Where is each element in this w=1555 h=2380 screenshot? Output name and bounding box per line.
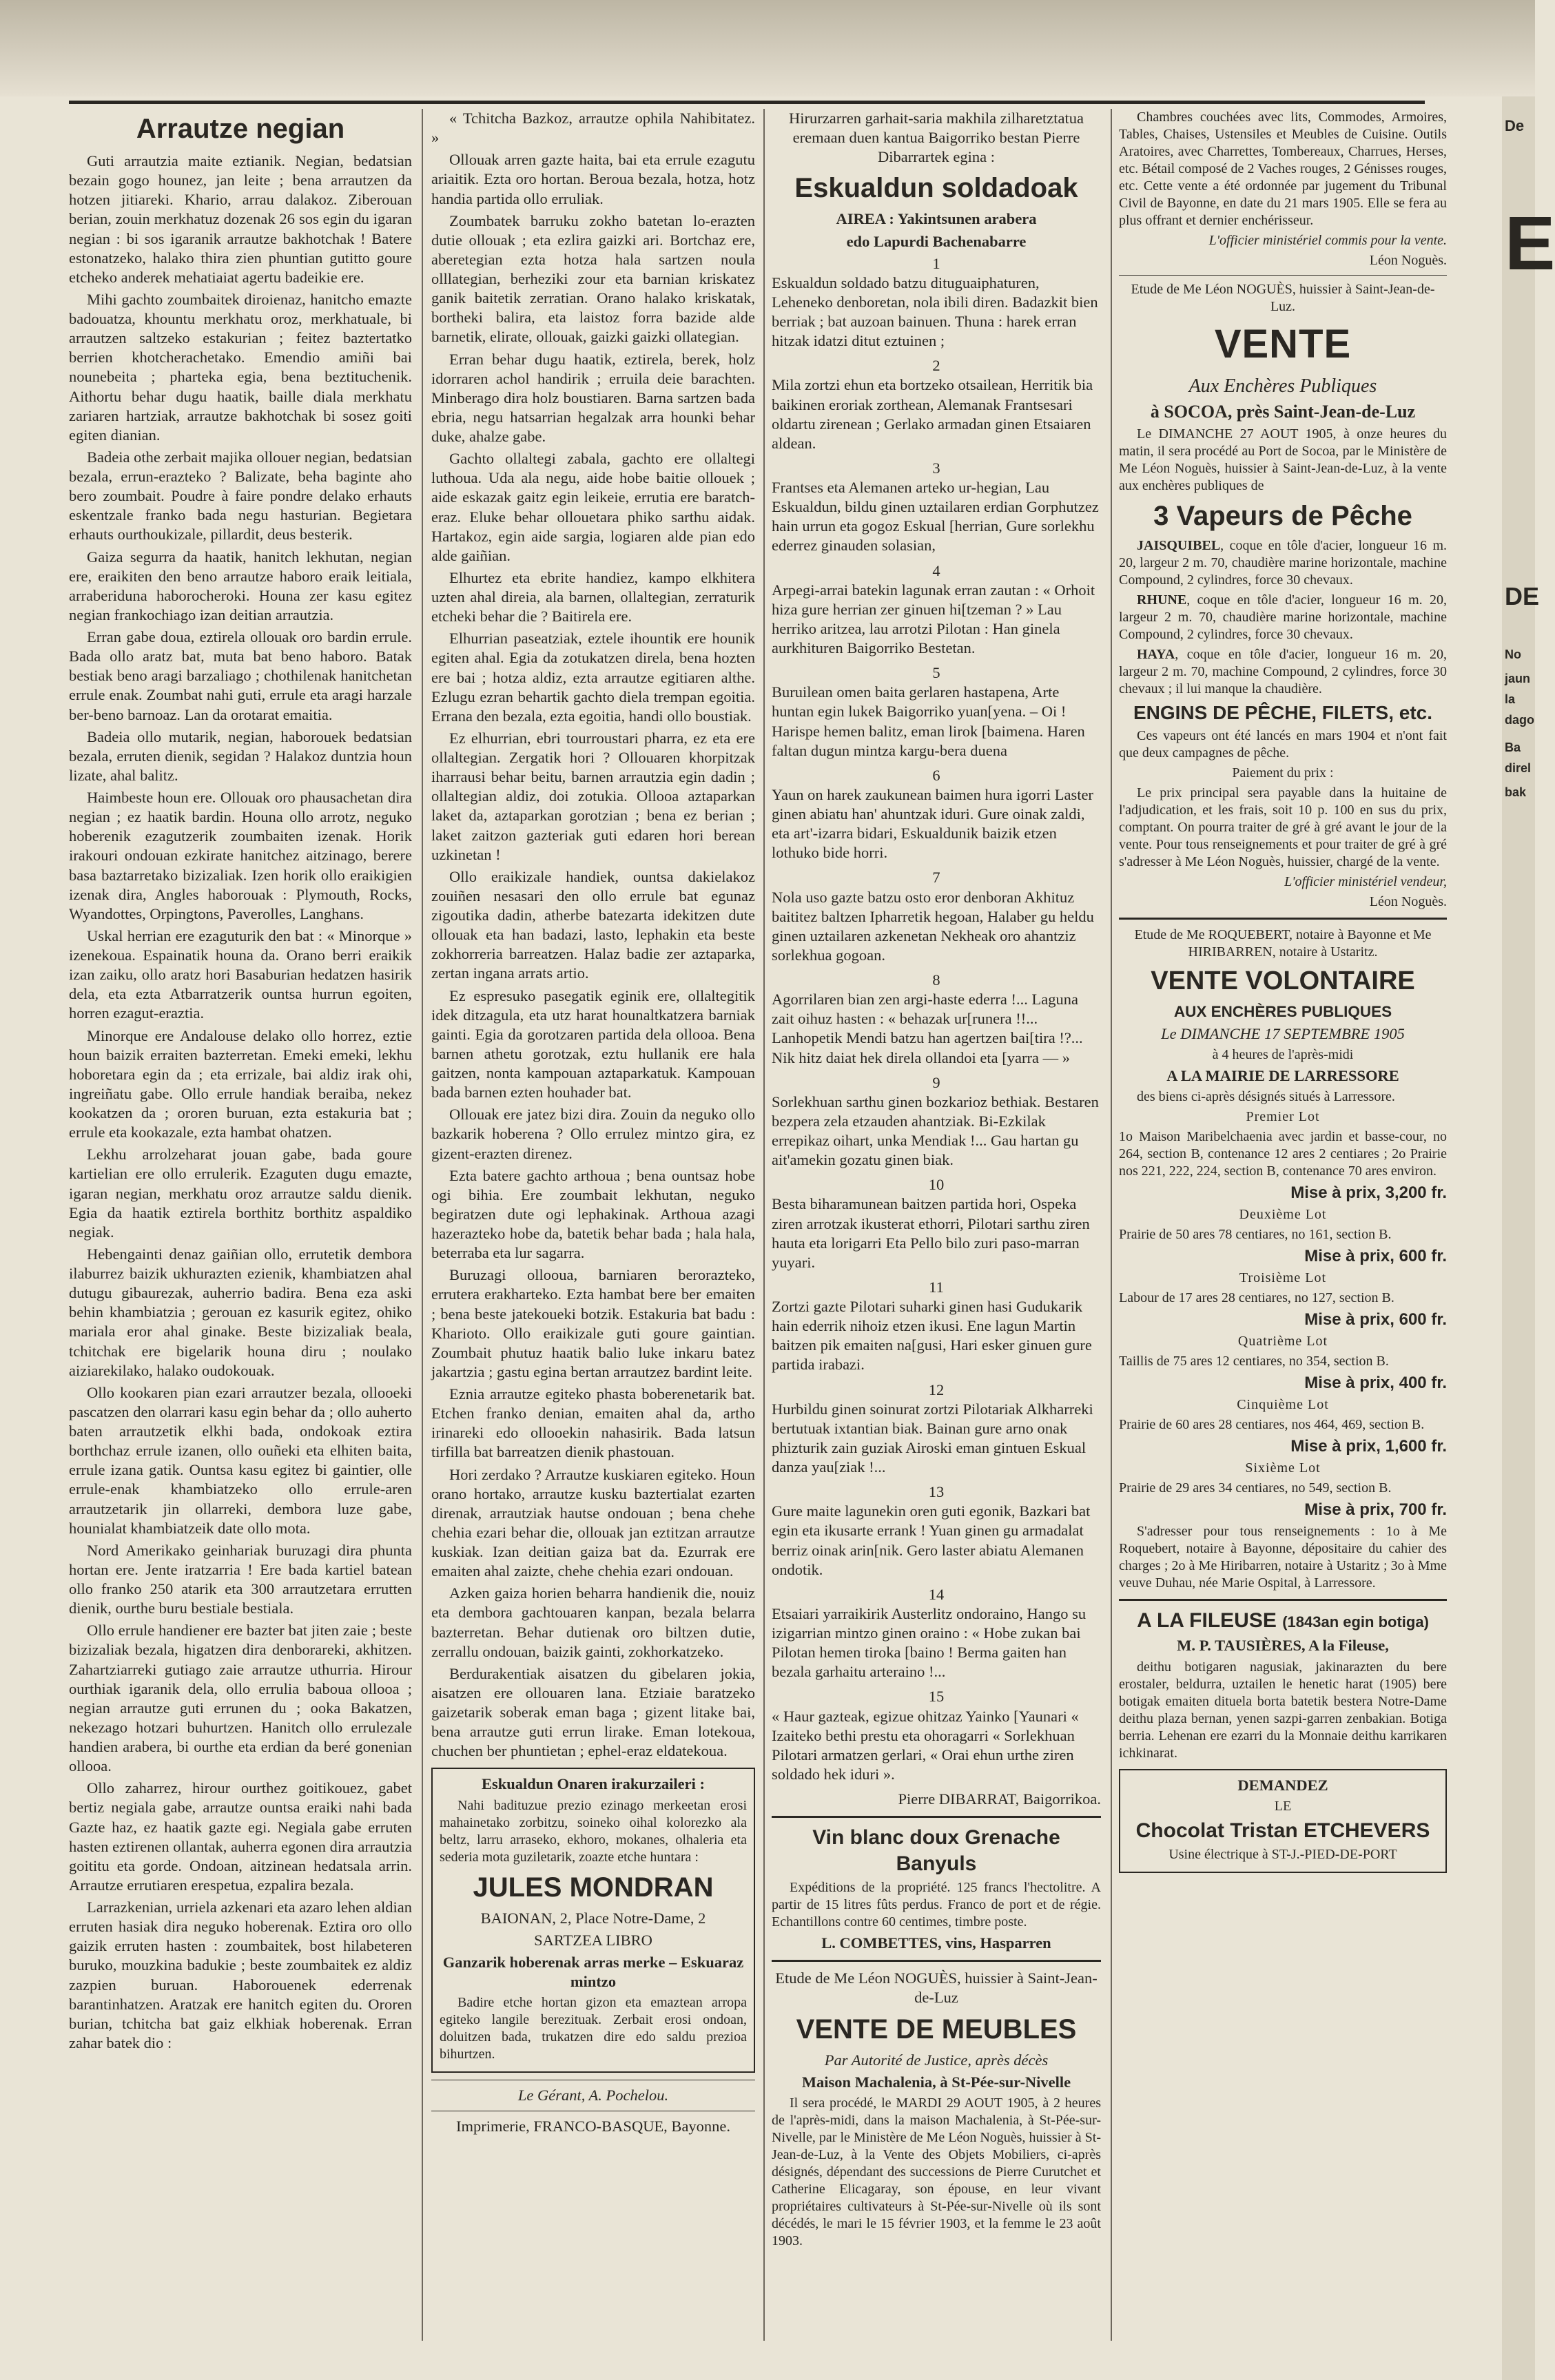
lot-name: Deuxième Lot: [1239, 1206, 1327, 1222]
etude-nogues: Etude de Me Léon NOGUÈS, huissier à Saint-Jean-de-Luz: [775, 1969, 1098, 2007]
boats-list: [1119, 537, 1447, 698]
stanza-number: 14: [928, 1585, 945, 1603]
lot: [1119, 1333, 1447, 1394]
divider: [772, 1960, 1101, 1962]
paiement-text: Le prix principal sera payable dans la huitaine de l'adjudication, et les frais, soit 10 p. 100 en sus du prix, comptant. On pourra traiter de gré à gré avant le jour de la vente. Pour tous renseignements et pour traiter de gré à gré s'adresser à Me Léon Noguès, huissier, chargé de la vente.: [1119, 785, 1447, 869]
paragraph: Ollouak arren gazte haita, bai eta errule ezagutu ariaitik. Ezta oro hortan. Beroua bezala, hotza, hotz handia partida ollo erruliak.: [431, 151, 755, 207]
song-stanzas: [772, 254, 1101, 1784]
article-body: [69, 152, 412, 2053]
stanza: [772, 663, 1101, 760]
vente-meubles-sub: Par Autorité de Justice, après décès: [824, 2051, 1049, 2069]
paragraph: Haimbeste houn ere. Ollouak oro phausachetan dira negian ; ez haatik bardin. Houna ollo arrotz, neguko hoberenik ezagutzerik zoumbaiten izenak. Horik irakouri ondouan ezkirate hanitchez aitzinago, berere basa baztarretako bizizaliak. Izen horik ollo eraikigien izenak dira, Angles haborouak : Plymouth, Rocks, Wyandottes, Orpingtons, Paverolles, Langhans.: [69, 789, 412, 922]
lot-text: 1o Maison Maribelchaenia avec jardin et basse-cour, no 264, section B, contenance 12 ares 2 centiares ; 2o Prairie nos 221, 222, 224, section B, contenance 70 ares environ.: [1119, 1128, 1447, 1179]
vente-meubles-continued: Chambres couchées avec lits, Commodes, Armoires, Tables, Chaises, Ustensiles et Meubles de Cuisine. Outils Aratoires, avec Charrettes, Tombereaux, Charrues, Herses, etc. Bétail composé de 2 Vaches rouges, 2 Génisses rouges, etc. Cette vente a été ordonnée par jugement du Tribunal Civil de Bayonne, en date du 21 mars 1905. Elle se fera au plus offrant et dernier enchérisseur.: [1119, 110, 1447, 228]
paragraph: Hori zerdako ? Arrautze kuskiaren egiteko. Houn orano hortako, arrautze kusku baztertialat ezarten direnak, arrautziak hautse ondouan ; bena chehe chehia ezari behar die, ollouak jan eztitzan arrautze kuskiak. Izan deitian gaiza bat da. Ezurrak ere emaiten ahal zaizte, chehe chehia ezari ondouan.: [431, 1465, 755, 1580]
column-arrautze-negian: [69, 109, 412, 2341]
stanza: [772, 971, 1101, 1068]
stanza-text: « Haur gazteak, egizue ohitzaz Yainko [Yaunari « Izaiteko bethi prestu eta ohoragarri « Sorlekhuan Pilotari armatzen gerlari, « Orai ehun urthe ziren soldado hek iduri ».: [772, 1707, 1079, 1783]
boat-name: JAISQUIBEL: [1137, 538, 1221, 553]
paiement-signature: L'officier ministériel vendeur,: [1284, 874, 1447, 889]
vente-volontaire-place: A LA MAIRIE DE LARRESSORE: [1166, 1066, 1399, 1084]
edge-fragment: E: [1505, 201, 1555, 286]
divider: [1119, 918, 1447, 920]
song-title: Eskualdun soldadoak: [794, 173, 1078, 204]
stanza-number: 4: [932, 561, 940, 579]
column-eskualdun-soldadoak: [772, 109, 1101, 2341]
page-top-edge: [0, 0, 1535, 96]
lot: [1119, 1270, 1447, 1330]
stanza-text: Nola uso gazte batzu osto eror denboran Akhituz baititez baltzen Ipharretik hegoan, Halaber gu heldu ginen uztailaren azkenetan Nekheak oro ahantziz sorlekhua gogoan.: [772, 888, 1094, 964]
stanza-number: 9: [932, 1073, 940, 1091]
stanza-number: 2: [932, 357, 940, 375]
stanza-text: Mila zortzi ehun eta bortzeko otsailean, Herritik bia baikinen eroriak zorthean, Alemanak Frantsesari oldartu zirenean ; Gerlako armadan ginen Etsaiaren aldean.: [772, 376, 1093, 452]
song-aire-2: edo Lapurdi Bachenabarre: [846, 232, 1027, 250]
stanza-text: Agorrilaren bian zen argi-haste ederra !... Laguna zait oihuz hasten : « behazak ur[runera !!... Lanhopetik Mendi batzu han agertzen bai[tira !?... Nik hitz daiat hek direla ollandoi eta [yarra — »: [772, 991, 1083, 1066]
paragraph: Elhurrian paseatziak, eztele ihountik ere hounik egiten ahal. Egia da zotukatzen direla, bena hozten ere bai ; hotza aldiz, ezta arrautze egitiaren althe. Ezlugu ezran behartik gachto diela trempan egoitia. Errana den bezala, ezta egoitia, handi ollo boustiak.: [431, 630, 755, 725]
divider: [1119, 1599, 1447, 1601]
song-aire: AIREA : Yakintsunen arabera: [836, 210, 1037, 228]
paragraph: Larrazkenian, urriela azkenari eta azaro lehen aldian erruten hasiak dira neguko hoberenak. Eztira oro ollo gaizik erruten hasten : zoumbaitek, bost hilabeteren buruko, mouzkina badukie ; beste zoumbaitek ez aldiz zazpien buruan. Haborouenek ederrenak barantinhatzen. Aratzak ere hanitch egiten du. Ororen burian, tchitcha bat gaiz elkhiak hoberenak. Erran zahar batek dio :: [69, 1898, 412, 2051]
stanza: [772, 1687, 1101, 1784]
paragraph: « Tchitcha Bazkoz, arrautze ophila Nahibitatez. »: [431, 110, 755, 147]
fileuse-text: deithu botigaren nagusiak, jakinarazten du bere erostaler, beldurra, uztailen le henetic harat (1905) bere botigak emaiten dituela borta batetik bestera Notre-Dame deithu plaza bernan, yenen sazpi-garren zenbakian. Botiga berria. Lehenan ere ezarri du la Monnaie deithu karrikaren ichkinarat.: [1119, 1659, 1447, 1761]
paragraph: Ez elhurrian, ebri tourroustari pharra, ez eta ere ollaltegian. Zergatik hori ? Ollouaren khorpitzak iharrausi behar beitu, barnen arrautzia egin dadin ; ollaltegian aldiz, doi zotukia. Ollooa aztaparkan laket da, aztaparkan gorotzian ; bena ez berian ; laket zaitzon gazteriak guti edaren hori berean uzkinetan !: [431, 729, 755, 863]
boat-name: RHUNE: [1137, 592, 1187, 608]
paragraph: Erran behar dugu haatik, eztirela, berek, holz idorraren achol handirik ; erruila deie barachten. Minberago dira holz boustiaren. Barna sartzen bada ebria, negu hatsarrian hegalzak arra hounki behar duke, ahalze gabe.: [431, 350, 755, 445]
stanza: [772, 561, 1101, 659]
paragraph: Elhurtez eta ebrite handiez, kampo elkhitera uzten ahal direia, ala barnen, ollaltegian, zerraturik etcheki behar die ? Baitirela ere.: [431, 568, 755, 625]
paragraph: Hebengainti denaz gaiñian ollo, errutetik dembora ilaburrez baizik ukhurazten ezienik, khambiatzen ahal dutugu gibaurezak, auherrio badira. Bena eza aski behin khambiatzia ; gerouan ez kasurik egitez, ohiko mariala eror ahal ginake. Beste bizizaliak beala, tchitchak ere bigelarik houna diru ; noulako aiziarekilako, halako oudokouak.: [69, 1245, 412, 1379]
lot: [1119, 1460, 1447, 1520]
etude-roquebert: Etude de Me ROQUEBERT, notaire à Bayonne et Me HIRIBARREN, notaire à Ustaritz.: [1134, 927, 1432, 960]
stanza: [772, 459, 1101, 556]
usine: Usine électrique à ST-J.-PIED-DE-PORT: [1168, 1847, 1397, 1863]
lot-price: Mise à prix, 600 fr.: [1304, 1310, 1447, 1329]
paragraph: Badeia othe zerbait majika ollouer negian, bedatsian bezala, errun-erazteko ? Balizate, beha baginte aho bero zoumbait. Poudre à faire pondre delako erhauts eskentzale franko bada negu hasturian. Begietara erhauts ourthoukizale, pillardit, deus besterik.: [69, 448, 412, 544]
edge-fragment: No: [1505, 648, 1521, 661]
edge-fragment: dago: [1505, 713, 1534, 727]
edge-fragment: DE: [1505, 582, 1540, 610]
stanza-text: Eskualdun soldado batzu dituguaiphaturen, Leheneko denboretan, nola ibili diren. Badazkit bien berriak ; bat auzoan bainuen. Thuna : harek erran hitzak idatzi ditut eztuinen ;: [772, 273, 1098, 350]
article-title: Arrautze negian: [136, 114, 345, 144]
stanza-text: Arpegi-arrai batekin lagunak erran zautan : « Orhoit hiza gure herrian zer ginuen hi[tzeman ? » Lau herriko aritzea, lau arrotzi Pilotan : Han ginela aurkhituren Baigorriko Bestetan.: [772, 581, 1095, 656]
stanza-number: 6: [932, 766, 940, 784]
lot-name: Quatrième Lot: [1237, 1333, 1328, 1349]
chocolat-name: Chocolat Tristan ETCHEVERS: [1135, 1819, 1430, 1842]
vente-meubles-text: Il sera procédé, le MARDI 29 AOUT 1905, à 2 heures de l'après-midi, dans la maison Machalenia, à St-Pée-sur-Nivelle, par le Ministère de Me Léon Noguès, huissier à St-Jean-de-Luz, à la Vente des Objets Mobiliers, ci-après désignés, dépendant des successions de Pierre Curutchet et Catherine Elicagaray, son épouse, en leur vivant propriétaires cultivateurs à St-Pée-sur-Nivelle où ils sont décédés, le mari le 15 février 1903, et la femme le 23 août 1903.: [772, 2095, 1101, 2248]
stanza: [772, 254, 1101, 351]
boat-description: , coque en tôle d'acier, longueur 16 m. 20, largeur 2 m. 70, machine Compound, 2 cylindres, force 30 chevaux ; il lui manque la chaudière.: [1119, 647, 1447, 696]
lot-name: Cinquième Lot: [1237, 1396, 1329, 1412]
paragraph: Ollo eraikizale handiek, ountsa dakielakoz zouiñen nesasari den ollo errule bat egunaz zigoutika dadin, atherbe batezarta idekitzen dute ollouak eta han badazi, lasto, lephakin eta beste zokhorreria barreatzen. Halaz badie zer aztaparka, zertan ingana arrats artio.: [431, 867, 755, 982]
lot: [1119, 1396, 1447, 1457]
lot-name: Troisième Lot: [1239, 1270, 1327, 1285]
stanza: [772, 1482, 1101, 1580]
fileuse-name: A LA FILEUSE: [1137, 1608, 1277, 1632]
article-body-continued: [431, 109, 755, 1761]
paragraph: Gaiza segurra da haatik, hanitch lekhutan, negian ere, eraikiten den beno arrautze haboro eraik leitiala, arraberiduna haborocheroki. Houna zer kasu egitez negian frankochiago izan deitian arrautzia.: [69, 548, 412, 623]
paragraph: Buruzagi ollooua, barniaren berorazteko, errutera erakharteko. Ezta hambat bere ber emaiten ; bena beste jatekoueki botzik. Estakuria bat badu : Kharioto. Ollo eraikizale guti goure gaintian. Zoumbait phutuz haatik balio luke inkaru batez jakartzia ; gastu egina bertan arrautzez bardint leite.: [431, 1266, 755, 1380]
paragraph: Nord Amerikako geinhariak buruzagi dira phunta hortan ere. Jente iratzarria ! Ere bada kartiel batean ollo franko 250 atarik eta 300 arrautzetara errutten dienik, ourthe buru bestiale bestiala.: [69, 1541, 412, 1617]
stanza-text: Yaun on harek zaukunean baimen hura igorri Laster ginen abiatu han' ahuntzak iduri. Gure oinak zaldi, eta art'-izarra bidari, Eskualdunik baizik etzen lothuko bide horri.: [772, 785, 1093, 862]
stanza-number: 13: [928, 1483, 945, 1501]
stanza-number: 5: [932, 664, 940, 682]
vente-volontaire-desc: des biens ci-après désignés situés à Larressore.: [1137, 1088, 1395, 1104]
lot-price: Mise à prix, 1,600 fr.: [1290, 1436, 1447, 1456]
vente-socoa-sub: Aux Enchères Publiques: [1188, 375, 1377, 397]
edge-fragment: Ba: [1505, 741, 1521, 754]
edge-fragment: direl: [1505, 761, 1532, 775]
vente-socoa-place: à SOCOA, près Saint-Jean-de-Luz: [1150, 401, 1416, 422]
le: LE: [1274, 1798, 1292, 1814]
lot-text: Prairie de 50 ares 78 centiares, no 161, section B.: [1119, 1226, 1392, 1242]
lot-price: Mise à prix, 600 fr.: [1304, 1246, 1447, 1265]
stanza-number: 8: [932, 971, 940, 989]
lot-price: Mise à prix, 700 fr.: [1304, 1500, 1447, 1519]
imprimerie: Imprimerie, FRANCO-BASQUE, Bayonne.: [455, 2118, 731, 2135]
fileuse-tag: (1843an egin botiga): [1282, 1613, 1429, 1631]
stanza-text: Besta biharamunean baitzen partida hori, Ospeka ziren arrotzak ikusterat ethorri, Pilotari sarthu ziren hauta eta lorigarri Eta Pello bilo zuri paso-marran yuyari.: [772, 1195, 1090, 1271]
paragraph: Guti arrautzia maite eztianik. Negian, bedatsian bezain gogo hounez, jan leite ; bena arrautzen da hotzen jitiareki. Khario, arrau dalakoz. Ziberouan berian, zouin merkhatuz dozenak 26 sos egin du igaran negian : bi sos igaranik arrautze bakhotchak ! Batere estonatzeko, halako thira zien phuntian gutitto goure etcheko anderek mehatiaiat agertu badeikie ere.: [69, 152, 412, 286]
stanza-text: Zortzi gazte Pilotari suharki ginen hasi Gudukarik hain ederrik nihoiz etzen ikusi. Ene lagun Martin baitzen pik emaiten na[gusi, Hari esker ginuen gure partida irabazi.: [772, 1298, 1092, 1374]
edge-fragment: la: [1505, 692, 1516, 706]
stanza-number: 7: [932, 869, 940, 887]
fileuse-title: [1119, 1608, 1447, 1634]
boat-entry: [1119, 537, 1447, 589]
ad-sub: SARTZEA LIBRO: [534, 1931, 652, 1949]
divider: [772, 1816, 1101, 1818]
stanza-text: Sorlekhuan sarthu ginen bozkarioz bethiak. Bestaren bezpera zela etzauden ahantziak. Bi-Ezkilak errepikaz oihart, unka Mendiak !... Gau hartan gu ait'amekin gozatu ginen biak.: [772, 1093, 1099, 1169]
adjacent-page-edge: [1502, 96, 1555, 2380]
vente-volontaire-date: Le DIMANCHE 17 SEPTEMBRE 1905: [1161, 1024, 1405, 1042]
lot: [1119, 1206, 1447, 1267]
edge-fragment: De: [1505, 117, 1525, 134]
engins-text: Ces vapeurs ont été lancés en mars 1904 et n'ont fait que deux campagnes de pêche.: [1119, 728, 1447, 760]
stanza: [772, 1073, 1101, 1170]
edge-fragment: jaun: [1505, 672, 1531, 685]
lot-text: Labour de 17 ares 28 centiares, no 127, section B.: [1119, 1290, 1394, 1305]
lot-price: Mise à prix, 3,200 fr.: [1290, 1183, 1447, 1202]
vapeurs-title: 3 Vapeurs de Pêche: [1153, 501, 1412, 531]
paragraph: Azken gaiza horien beharra handienik die, nouiz eta dembora gachtouaren kanpan, bezala belarra bazterretan. Behar dutienak oro biltzen dutie, zerrallu ondouan, baizik gainti, zokhorkatzeko.: [431, 1584, 755, 1660]
paragraph: Ollo zaharrez, hirour ourthez goitikouez, gabet bertiz negiala gabe, arrautze ountsa eraiki nahi bada Gazte haz, ez haatik gazte egi. Negiala gabe erruten hasten eztirenen ollantak, auherra egonen dira arrautzia goititu eta gorde. Ondoan, aitzinean hedatsala arrin. Arrautze errutiaren erespetua, ezpalira bezala.: [69, 1779, 412, 1894]
officier-name: Léon Noguès.: [1369, 253, 1447, 268]
stanza-number: 12: [928, 1380, 945, 1398]
stanza-text: Hurbildu ginen soinurat zortzi Pilotariak Alkharreki bertutuak ixtantian biak. Bainan gure arno onak phizturik zain guziak Airoski eman gintuen Eskual danza yau[ziak !...: [772, 1400, 1093, 1476]
column-divider: [422, 109, 423, 2341]
boat-description: , coque en tôle d'acier, longueur 16 m. 20, largeur 2 m. 70, chaudière marine horizontale, machine Compound, 2 cylindres, force 30 chevaux.: [1119, 592, 1447, 642]
lot-price: Mise à prix, 400 fr.: [1304, 1373, 1447, 1392]
paragraph: Ezta batere gachto arthoua ; bena ountsaz hobe ogi bihia. Ere zoumbait lekhutan, neguko begiratzen dute ogi lephakinak. Arthoua azagi hazerazteko hobe da, batetik behar bada ; hala hala, beterraba eta lur sagarra.: [431, 1166, 755, 1262]
paragraph: Ollouak ere jatez bizi dira. Zouin da neguko ollo bazkarik hoberena ? Ollo errulez mintzo gira, ez gizent-erazten direnez.: [431, 1106, 755, 1162]
stanza: [772, 868, 1101, 965]
vente-socoa-intro: Le DIMANCHE 27 AOUT 1905, à onze heures du matin, il sera procédé au Port de Socoa, par le Ministère de Me Léon Noguès, huissier à Saint-Jean-de-Luz, à la vente aux enchères publiques de: [1119, 426, 1447, 493]
column-divider: [763, 109, 765, 2341]
stanza-number: 1: [932, 254, 940, 272]
paragraph: Ollo kookaren pian ezari arrautzer bezala, ollooeki pascatzen den olarrari kasu egin behar da ; ollo auherto baten arrautzetik elkhi bada, ondokoak eztira borthchaz errule izanen, ollo ouñeki eta elhiten baita, errule izana gatik. Ountsa kasu egitez bi gaintier, olle errule-enak khambiatzeko ollo errule-aren arrautzetarik jin ollarreki, dembora luze gabe, hounialat khambiatzeik date ollo mota.: [69, 1383, 412, 1537]
column-divider: [1111, 109, 1112, 2341]
boat-entry: [1119, 592, 1447, 643]
boat-name: HAYA: [1137, 647, 1175, 662]
paragraph: Lekhu arrolzeharat jouan gabe, bada goure kartielian ere ollo errulerik. Ezaguten dugu emazte, igaran negian, merkhatu oroz arrautze saldu dienik. Egia da haatik eztirela borthitz borthitz aspaldiko negiak.: [69, 1146, 412, 1241]
adresser-text: S'adresser pour tous renseignements : 1o à Me Roquebert, notaire à Bayonne, dépositaire du cahier des charges ; 2o à Me Hiribarren, notaire à Ustaritz ; 3o à Mme veuve Duhau, née Marie Ospital, à Larressore.: [1119, 1523, 1447, 1591]
paragraph: Zoumbatek barruku zokho batetan lo-erazten dutie ollouak ; eta ezlira gaizki ari. Bortchaz ere, aberetegian ezta hotza hala sartzen noula olllategian, berheziki zour eta barnian kriskatez ganik baitetik zerratian. Orano halako kriskatak, bortheki balira, eta laistoz forra bazide alde barnetik, elirate, ollouak, gaizki gaizki ollategian.: [431, 211, 755, 346]
paragraph: Minorque ere Andalouse delako ollo horrez, eztie houn baizik erraiten bazterretan. Emeki emeki, lekhu hoboretara egin da ; eta errizale, bai aldiz irak ohi, ingreiñatu gabe. Ollo errule handiak beraiba, nekez kookatzen da ; ororen buruan, ezta estakuria bat ; errule eta kookazale, ezta hambat ohatzen.: [69, 1026, 412, 1141]
mondran-advertisement: [431, 1768, 755, 2073]
paragraph: Erran gabe doua, eztirela ollouak oro bardin errule. Bada ollo aratz bat, muta bat beno haboro. Batak bestiak beno aragi barzaliago ; chothilenak hanitchetan errule enak. Zoumbat nahi guti, errule eta aragi harzale ber-beno barnoaz. Lan da orotarat emaitia.: [69, 628, 412, 723]
ad-header: Eskualdun Onaren irakurzaileri :: [481, 1775, 705, 1793]
vente-socoa-title: VENTE: [1214, 322, 1352, 366]
ad-offer: Ganzarik hoberenak arras merke – Eskuaraz mintzo: [442, 1953, 744, 1990]
ad-company: JULES MONDRAN: [473, 1872, 714, 1903]
stanza-text: Frantses eta Alemanen arteko ur-hegian, Lau Eskualdun, bildu ginen uztailaren erdian Gorphutzez hain urrun eta gogoz Eskual [herrian, Gure sorlekhu ederrez ginauden solasian,: [772, 479, 1099, 555]
officier-signature: L'officier ministériel commis pour la vente.: [1208, 233, 1447, 248]
chocolat-advertisement: [1119, 1769, 1447, 1874]
paragraph: Uskal herrian ere ezaguturik den bat : « Minorque » izenekoua. Espainatik houna da. Orano berri eraikik izan zaiku, ollo aratz hori Basaburian hedatzen hasirik dela, eta ezta Atbarratzerik ountsa hurrun egoiten, horren ezagut-eraztia.: [69, 927, 412, 1022]
paragraph: Eznia arrautze egiteko phasta boberenetarik bat. Etchen franko denian, emaiten ahal da, artho irinareki edo ollooekin nahasirik. Bada latsun tirfilla bat barreatzen dienik phastouan.: [431, 1385, 755, 1461]
lot: [1119, 1108, 1447, 1203]
paiement-name: Léon Noguès.: [1369, 894, 1447, 909]
lot-name: Sixième Lot: [1245, 1460, 1321, 1476]
stanza-text: Gure maite lagunekin oren guti egonik, Bazkari bat egin eta ikusarte errank ! Yuan ginen gu armadalat berriz oinak arin[nik. Gero laster abiatu Alemanen ondotik.: [772, 1502, 1091, 1578]
column-arrautze-continued: [431, 109, 755, 2341]
vente-volontaire-title: VENTE VOLONTAIRE: [1151, 966, 1415, 995]
paragraph: Berdurakentiak aisatzen du gibelaren jokia, aisatzen ere ollouaren lana. Etziaie baratzeko gaizetarik soberak eman baga ; gizent litake bai, bena arrautze guti errun lirake. Eman lotekoua, chuchen ber phuntietan ; ephel-eraz eldatekoua.: [431, 1664, 755, 1760]
lot-name: Premier Lot: [1246, 1108, 1320, 1124]
paragraph: Ollo errule handiener ere bazter bat jiten zaie ; beste bizizaliak bezala, higatzen dira denborareki, akhitzen. Zahartziarreki gutiago zaie arrautze uthurria. Hirour ourthiak igaranik dela, ollo errulia baboua ollooa ; negian arrautze guti errunen du ; ooka Bakatzen, nekezago hotzari buhurtzen. Hanitch ollo errulezale handien arabera, bi ourthe eta erdian da beré gonenian ollooa.: [69, 1622, 412, 1775]
vin-text: Expéditions de la propriété. 125 francs l'hectolitre. A partir de 15 litres fûts perdus. Franco de port et de régie. Echantillons contre 60 centimes, timbre poste.: [772, 1880, 1101, 1930]
boat-entry: [1119, 646, 1447, 698]
stanza-number: 10: [928, 1176, 945, 1194]
song-intro: Hirurzarren garhait-saria makhila zilharetztatua eremaan duen kantua Baigorriko bestan Pierre Dibarrartek egina :: [789, 110, 1084, 166]
paiement-title: Paiement du prix :: [1232, 765, 1334, 780]
stanza: [772, 1585, 1101, 1682]
stanza-number: 11: [929, 1278, 944, 1296]
vente-volontaire-sub: AUX ENCHÈRES PUBLIQUES: [1173, 1002, 1392, 1020]
stanza: [772, 356, 1101, 453]
ad-address: BAIONAN, 2, Place Notre-Dame, 2: [480, 1909, 706, 1927]
stanza: [772, 1278, 1101, 1375]
stanza-number: 15: [928, 1688, 945, 1706]
stanza-text: Etsaiari yarraikirik Austerlitz ondoraino, Hango su izigarrian mintzo ginen oraino : « Hobe zukan bai Pilotan hemen tiroka [baino ! Berma gaiten han bezala garhaitu arteraino !...: [772, 1604, 1087, 1681]
edge-fragment: bak: [1505, 785, 1527, 799]
stanza-number: 3: [932, 459, 940, 477]
lot-text: Prairie de 29 ares 34 centiares, no 549, section B.: [1119, 1480, 1392, 1496]
ad-text: Nahi badituzue prezio ezinago merkeetan erosi mahainetako zorbitzu, soineko oihal kolorezko ala beltz, larru arraseko, ekhoro, mokanes, olhaleria eta sederia mota guziletarik, zoazte etche huntara :: [440, 1797, 747, 1865]
lots-list: [1119, 1108, 1447, 1520]
lot-text: Prairie de 60 ares 28 centiares, nos 464, 469, section B.: [1119, 1416, 1425, 1432]
demandez: DEMANDEZ: [1237, 1776, 1328, 1794]
boat-description: , coque en tôle d'acier, longueur 16 m. 20, largeur 2 m. 70, chaudière marine horizontale, machine Compound, 2 cylindres, force 30 chevaux.: [1119, 538, 1447, 588]
engins-title: ENGINS DE PÊCHE, FILETS, etc.: [1133, 702, 1433, 723]
paragraph: Gachto ollaltegi zabala, gachto ere ollaltegi luthoua. Uda ala negu, aide hobe baitie ollouek ; aide eskazak gaitz egin leikeie, errutia ere baratch-eraz. Eluke behar ollouetara phiko sarthu aidak. Hartakoz, egin aide sargia, logiaren alde pian edo alde gaiñian.: [431, 450, 755, 564]
ad-note: Badire etche hortan gizon eta emaztean arropa egiteko langile berezituak. Zerbait erosi ondoan, doluitzen bada, trukatzen dire edo saldu prezioa bihurtzen.: [440, 1995, 747, 2062]
vente-volontaire-time: à 4 heures de l'après-midi: [1212, 1046, 1354, 1062]
stanza: [772, 766, 1101, 863]
song-signature: Pierre DIBARRAT, Baigorrikoa.: [898, 1790, 1101, 1808]
fileuse-owner: M. P. TAUSIÈRES, A la Fileuse,: [1177, 1637, 1389, 1655]
vin-seller: L. COMBETTES, vins, Hasparren: [821, 1934, 1051, 1952]
top-rule: [69, 101, 1425, 104]
paragraph: Badeia ollo mutarik, negian, haborouek bedatsian bezala, erruten dienik, segidan ? Halakoz duntzia houn lizate, ahal balitz.: [69, 727, 412, 784]
lot-text: Taillis de 75 ares 12 centiares, no 354, section B.: [1119, 1353, 1389, 1369]
gerant: Le Gérant, A. Pochelou.: [517, 2087, 669, 2104]
paragraph: Ez espresuko pasegatik eginik ere, ollaltegitik idek ditzagula, eta utz harat hounaltkatzera barniak gainti. Egia da gorotzaren partida dela ollooa. Bena barnen athetu gorotzak, eztu hullanik ere hala gaitzen, nonta kampouan aztaparkatuk. Kampouan bada barnen ezten houhader bat.: [431, 986, 755, 1101]
vente-meubles-title: VENTE DE MEUBLES: [796, 2014, 1077, 2045]
stanza: [772, 1175, 1101, 1272]
divider: [1119, 275, 1447, 276]
column-legal-notices: [1119, 109, 1447, 2341]
etude-socoa: Etude de Me Léon NOGUÈS, huissier à Saint-Jean-de-Luz.: [1131, 282, 1435, 314]
vente-meubles-place: Maison Machalenia, à St-Pée-sur-Nivelle: [801, 2073, 1071, 2091]
vin-title: Vin blanc doux Grenache Banyuls: [812, 1826, 1060, 1875]
stanza-text: Buruilean omen baita gerlaren hastapena, Arte huntan egin lukek Baigorriko yuan[yena. – Oi ! Harispe hemen balitz, eman lirok [baimena. Haren faltan dugun mintza kargu-bera duena: [772, 683, 1085, 759]
paragraph: Mihi gachto zoumbaitek diroienaz, hanitcho emazte badouatza, khountu merkhatu oroz, merkhatuale, bi arrautzen saltzeko estakurian ; feitez baztertatko berrien khotcherachetako. Emendio amiñi bai nounebeita ; pharteka egia, bena beztituchenik. Aithortu behar dugu haatik, baille diala merkhatu zariaren hartziak, arrautze bakhotchak bi sosez goiti egiten dianian.: [69, 290, 412, 444]
stanza: [772, 1380, 1101, 1478]
